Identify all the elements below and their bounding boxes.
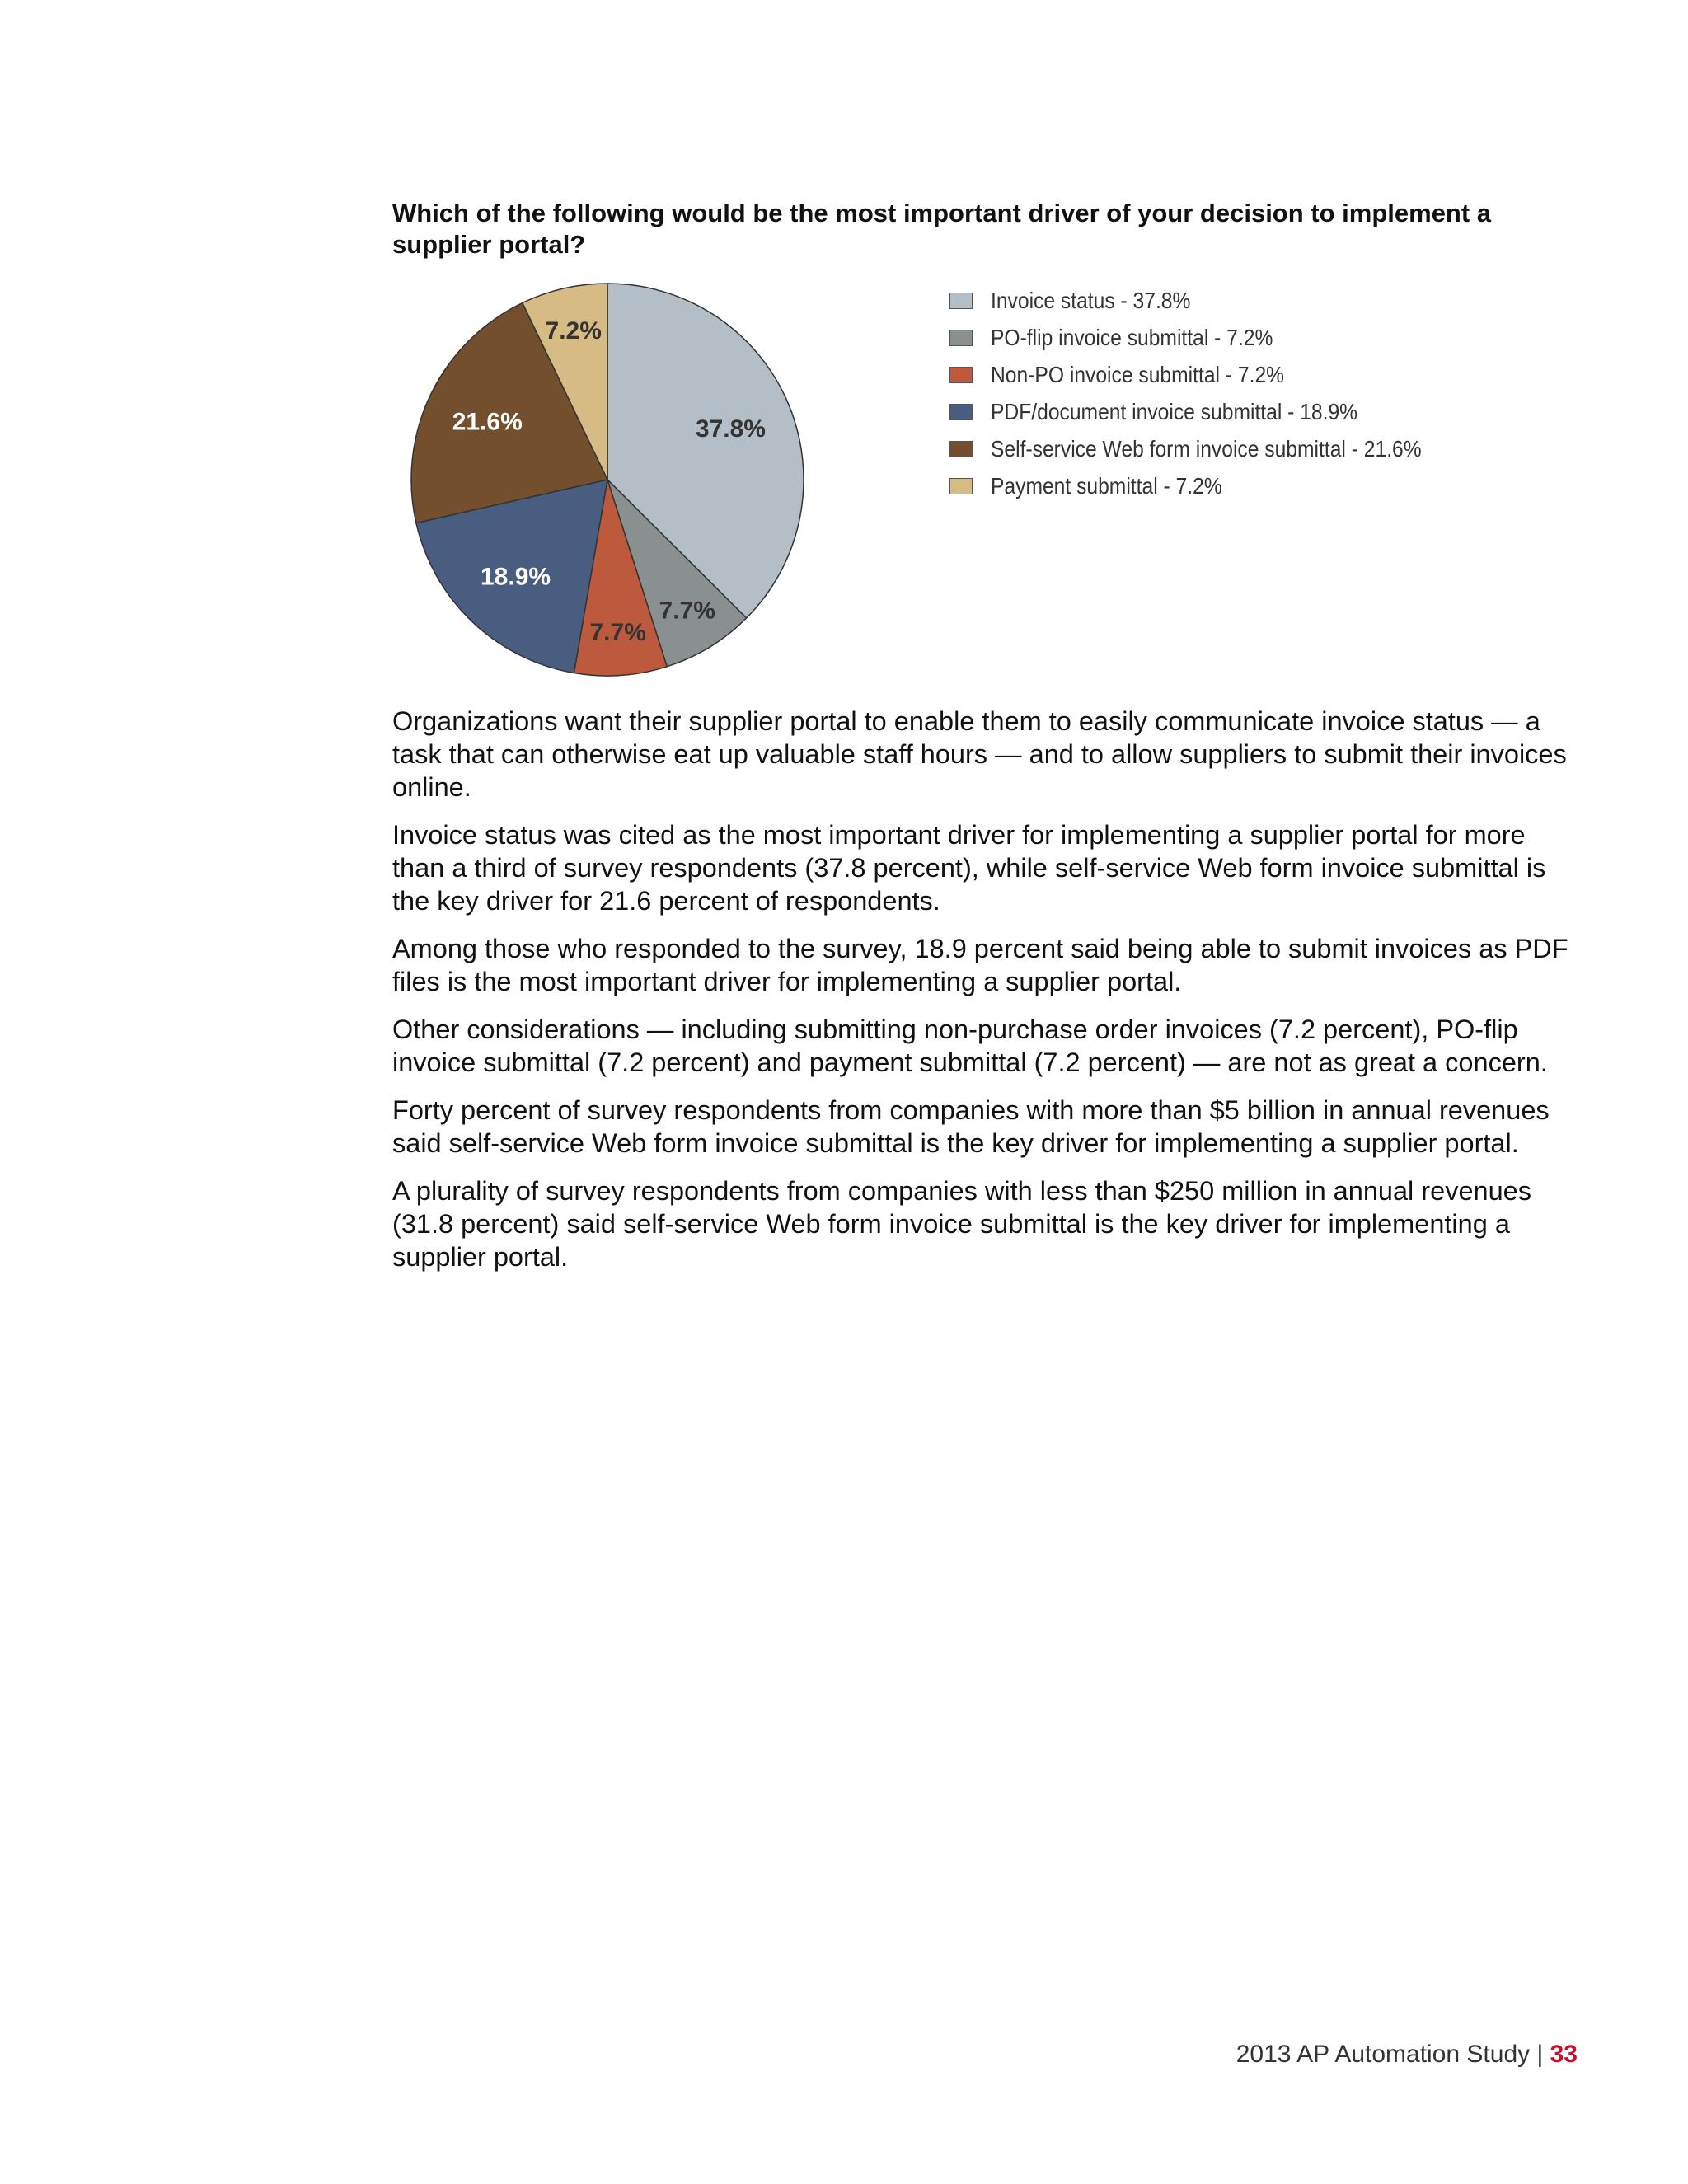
legend-item xyxy=(950,430,1480,467)
legend-item xyxy=(950,319,1480,356)
paragraph: Forty percent of survey respondents from companies with more than $5 billion in annual revenues said self-service Web form invoice submittal is the key driver for implementing a supplier portal. xyxy=(392,1095,1550,1158)
pie-slice-label: 7.2% xyxy=(545,317,602,345)
legend-swatch xyxy=(950,478,973,494)
legend-label: PO-flip invoice submittal - 7.2% xyxy=(991,324,1273,350)
chart-legend xyxy=(950,282,1480,504)
legend-swatch xyxy=(950,441,973,457)
legend-item xyxy=(950,467,1480,504)
legend-swatch xyxy=(950,404,973,420)
pie-slice-label: 7.7% xyxy=(659,597,715,625)
paragraph: Organizations want their supplier portal to enable them to easily communicate invoice status — a task that can otherwise eat up valuable staff hours — and to allow suppliers to submit their invoices online. xyxy=(392,706,1567,802)
legend-label: Non-PO invoice submittal - 7.2% xyxy=(991,361,1285,387)
legend-item xyxy=(950,282,1480,319)
legend-swatch xyxy=(950,293,973,309)
footer-title: 2013 AP Automation Study xyxy=(1236,2041,1531,2068)
pie-slice-label: 37.8% xyxy=(695,415,766,443)
pie-slice-label: 18.9% xyxy=(480,563,551,591)
legend-item xyxy=(950,356,1480,393)
footer-separator: | xyxy=(1536,2041,1544,2068)
paragraph: Invoice status was cited as the most important driver for implementing a supplier portal for more than a third of survey respondents (37.8 percent), while self-service Web form invoice submittal is the key driver for 21.6 percent of respondents. xyxy=(392,820,1546,916)
pie-slice-label: 21.6% xyxy=(452,408,523,436)
page-number: 33 xyxy=(1550,2041,1578,2068)
pie-slices xyxy=(411,284,804,676)
paragraph: Among those who responded to the survey, 18.9 percent said being able to submit invoices as PDF files is the most important driver for implementing a supplier portal. xyxy=(392,934,1568,996)
legend-label: Self-service Web form invoice submittal - 21.6% xyxy=(991,435,1422,462)
legend-swatch xyxy=(950,367,973,383)
body-text xyxy=(392,705,1579,1288)
page-footer xyxy=(1236,2041,1578,2069)
pie-chart xyxy=(387,272,832,701)
legend-item xyxy=(950,393,1480,430)
paragraph: A plurality of survey respondents from companies with less than $250 million in annual revenues (31.8 percent) said self-service Web form invoice submittal is the key driver for implementing a supplier portal. xyxy=(392,1176,1531,1272)
legend-label: Payment submittal - 7.2% xyxy=(991,472,1222,499)
legend-label: PDF/document invoice submittal - 18.9% xyxy=(991,398,1358,424)
legend-label: Invoice status - 37.8% xyxy=(991,287,1191,313)
legend-swatch xyxy=(950,330,973,346)
paragraph: Other considerations — including submitting non-purchase order invoices (7.2 percent), PO-flip invoice submittal (7.2 percent) and payment submittal (7.2 percent) — are not as great a concern. xyxy=(392,1015,1548,1077)
pie-slice-label: 7.7% xyxy=(589,619,646,647)
chart-question: Which of the following would be the most important driver of your decision to implement a supplier portal? xyxy=(392,199,1492,259)
